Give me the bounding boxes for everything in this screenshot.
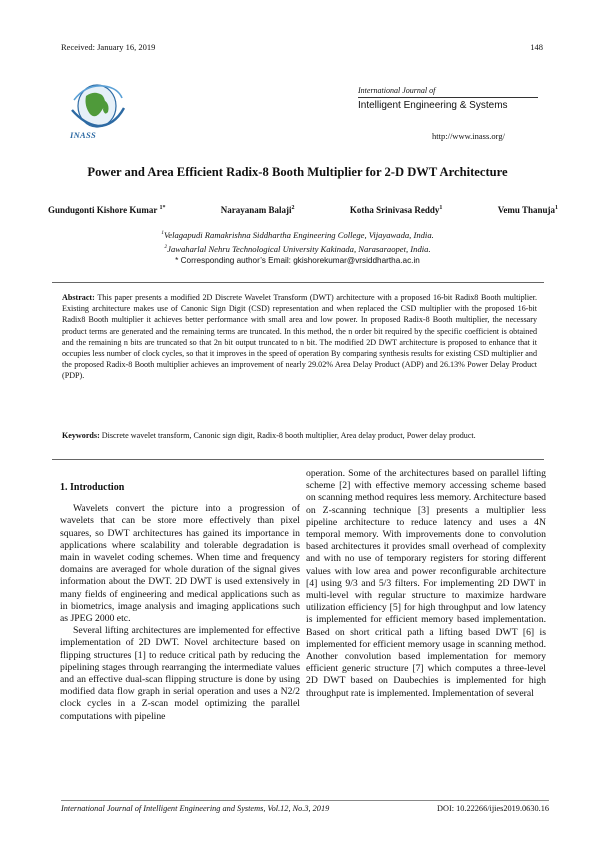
affiliations (60, 227, 535, 267)
abstract-label: Abstract: (62, 293, 95, 302)
author: Vemu Thanuja$^1$ (497, 205, 558, 215)
page-number: 148 (530, 42, 543, 52)
logo-wordmark: INASS (70, 130, 97, 140)
affiliation: $^2$Jawaharlal Nehru Technological University Kakinada, Narasaraopet, India. (164, 243, 431, 254)
paragraph: operation. Some of the architectures based on parallel lifting scheme [2] with effective memory accessing scheme based on scanning method requires less memory. Architecture based on Z-scanning technique [3] presents a multiplier less pipeline architecture to reduce latency and uses a 4N temporal memory. With improvements done to convolution based architectures it provides small overhead of complexity and with no use of temporary registers for storing different values with low area and power reconfigurable architecture [4] using 9/3 and 5/3 filters. For implementing 2D DWT in multi-level with regular structure to maximize hardware utilization efficiency [5] for high throughput and low latency is implemented for efficient memory based implementation. Based on short critical path a lifting based DWT [6] is implemented for efficient memory usage in scanning method. Another convolution based implementation for memory efficient generic structure [7] which computes a three-level 2D DWT based on Daubechies is implemented for high throughput rate is implemented. Implementation of several (306, 468, 546, 699)
journal-url-link[interactable]: http://www.inass.org/ (432, 131, 505, 141)
keywords (62, 430, 537, 441)
page-footer (61, 800, 549, 813)
keywords-text: Discrete wavelet transform, Canonic sign digit, Radix-8 booth multiplier, Area delay product, Power delay product. (99, 431, 476, 440)
affiliation: $^1$Velagapudi Ramakrishna Siddhartha Engineering College, Vijayawada, India. (161, 229, 434, 240)
journal-name-big: Intelligent Engineering & Systems (358, 100, 508, 111)
author-list (48, 205, 558, 215)
abstract (62, 292, 537, 382)
body-column-left (60, 482, 300, 723)
abstract-text: This paper presents a modified 2D Discrete Wavelet Transform (DWT) architecture with a proposed 16-bit Radix8 Booth multiplier. Existing architecture makes use of Canonic Sign Digit (CSD) representation and when replaced the CSD multiplier with the proposed 16-bit Radix8 Booth multiplier it achieves better performance with small area and low power. In proposed Radix-8 Booth multiplier, the necessary product terms are generated and the remaining terms are truncated. In this method, the n order bit required by the specific coefficient is obtained and the remaining n bits are truncated so that 2n bit output truncated to n bit. The modified 2D DWT architecture is proposed to enhance that it occupies less number of clock cycles, so that it improves in the speed of operation By comparing synthesis results for existing CSD multiplier and the proposed Radix-8 Booth multiplier achieves an improvement of nearly 29.02% Area Delay Product (ADP) and 26.13% Power Delay Product (PDP). (62, 293, 537, 381)
received-date: Received: January 16, 2019 (61, 42, 156, 52)
footer-journal: International Journal of Intelligent Engineering and Systems, Vol.12, No.3, 2019 (61, 804, 330, 813)
journal-masthead (358, 86, 548, 111)
footer-doi: DOI: 10.22266/ijies2019.0630.16 (436, 804, 549, 813)
author: Kotha Srinivasa Reddy$^1$ (349, 205, 443, 215)
masthead-divider (358, 97, 538, 98)
paper-title: Power and Area Efficient Radix-8 Booth Multiplier for 2-D DWT Architecture (87, 165, 508, 179)
journal-name-small: International Journal of (358, 86, 436, 95)
author: Narayanam Balaji$^2$ (220, 205, 295, 215)
keywords-label: Keywords: (62, 431, 100, 440)
paragraph: Wavelets convert the picture into a progression of wavelets that can be store more effectively than pixel squares, so DWT architectures has gained its importance in applications where scalability and tolerable degradation is main in wavelet coding schemes. When time and frequency domains are averaged for whole duration of the signal gives information about the DWT. 2D DWT is used extensively in many fields of engineering and medical applications such as in biometrics, image analysis and imaging applications such as JPEG 2000 etc. (60, 503, 300, 625)
author: Gundugonti Kishore Kumar $^{1*}$ (48, 205, 166, 215)
body-column-right (306, 468, 546, 700)
paragraph: Several lifting architectures are implemented for effective implementation of 2D DWT. Novel architecture based on flipping structures [1] to reduce critical path by reducing the pipelining stages through rearranging the intermediate values and an effective dual-scan flipping structure is done by using modified data flow graph in serial operation and uses a N2/2 clock cycles in a Z-scan model optimizing the parallel computations with pipeline (60, 625, 300, 722)
corresponding-author: * Corresponding author’s Email: gkishorekumar@vrsiddhartha.ac.in (175, 255, 420, 265)
section-heading: 1. Introduction (60, 482, 125, 493)
